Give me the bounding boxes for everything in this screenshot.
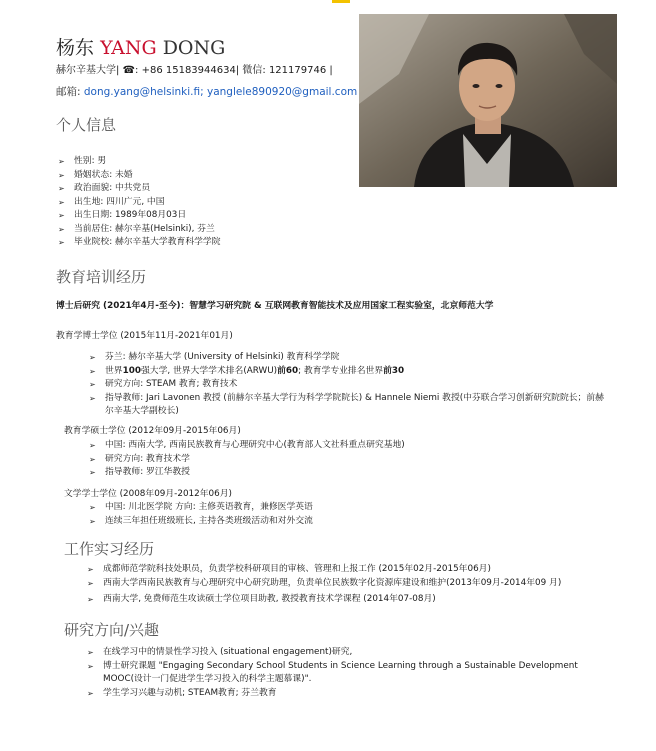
personal-info-item-text: 毕业院校: 赫尔辛基大学教育科学学院 <box>74 237 221 247</box>
university-label: 赫尔辛基大学| <box>56 65 123 76</box>
profile-photo <box>359 14 617 187</box>
research-interest-item <box>87 646 618 660</box>
phd-detail-item <box>89 351 605 365</box>
person-name <box>56 33 225 60</box>
arrow-bullet-icon: ➢ <box>58 197 65 207</box>
personal-info-item-text: 婚姻状态: 未婚 <box>74 169 133 180</box>
work-experience-item-text: 西南大学西南民族教育与心理研究中心研究助理，负责单位民族数字化资源库建设和维护(2013年09月-2014年09 月) <box>103 577 562 588</box>
phd-detail-item-text <box>105 366 404 376</box>
ranking-text-part: 100 <box>122 365 141 376</box>
arrow-bullet-icon: ➢ <box>87 565 94 574</box>
arrow-bullet-icon: ➢ <box>58 170 65 180</box>
phd-detail-item <box>89 392 605 419</box>
personal-info-item <box>58 223 221 237</box>
ma-details-list <box>89 439 405 480</box>
research-interest-list <box>87 646 618 700</box>
arrow-bullet-icon: ➢ <box>58 211 65 220</box>
arrow-bullet-icon: ➢ <box>58 184 65 193</box>
phone-wechat-text: : +86 15183944634| 微信: 121179746 | <box>135 65 333 76</box>
phd-detail-item <box>89 378 605 392</box>
email-label: 邮箱: <box>56 86 84 98</box>
section-title-personal: 个人信息 <box>56 116 117 134</box>
arrow-bullet-icon: ➢ <box>89 393 96 403</box>
arrow-bullet-icon: ➢ <box>89 516 96 526</box>
personal-info-item-text: 政治面貌: 中共党员 <box>74 183 151 193</box>
phd-heading: 教育学博士学位 (2015年11月-2021年01月) <box>56 331 233 341</box>
arrow-bullet-icon: ➢ <box>89 468 96 477</box>
name-english-given: DONG <box>162 37 226 59</box>
personal-info-item-text: 出生地: 四川广元, 中国 <box>74 196 165 207</box>
personal-info-item <box>58 182 221 196</box>
ranking-text-part: 前60 <box>277 365 299 376</box>
research-interest-item <box>87 660 618 687</box>
email-link[interactable]: dong.yang@helsinki.fi; yanglele890920@gmail.com <box>83 86 358 98</box>
personal-info-item-text: 当前居住: 赫尔辛基(Helsinki), 芬兰 <box>74 223 215 234</box>
arrow-bullet-icon: ➢ <box>89 366 96 376</box>
top-color-marker <box>332 0 350 3</box>
phone-icon: ☎ <box>122 65 136 76</box>
arrow-bullet-icon: ➢ <box>87 661 94 671</box>
ranking-text-part: 强大学, 世界大学学术排名(ARWU) <box>140 365 278 376</box>
work-experience-item-text: 西南大学, 免费师范生攻读硕士学位项目助教, 教授教育技术学课程 (2014年07-08月) <box>103 594 436 604</box>
ma-detail-item-text: 研究方向: 教育技术学 <box>105 453 190 464</box>
postdoc-institution: )：智慧学习研究院 & 互联网教育智能技术及应用国家工程实验室，北京师范大学 <box>176 301 494 311</box>
arrow-bullet-icon: ➢ <box>58 157 65 166</box>
personal-info-item <box>58 236 221 250</box>
research-interest-item-text: 博士研究课题 "Engaging Secondary School Students in Science Learning through a Sustainable Development MOOC(设计一门促进学生学习投入的科学主题慕课)". <box>103 660 578 684</box>
postdoc-dates: 2021年4月-至今 <box>107 301 177 311</box>
ma-detail-item <box>89 466 405 480</box>
research-interest-item-text: 学生学习兴趣与动机; STEAM教育; 芬兰教育 <box>103 687 277 698</box>
section-title-education: 教育培训经历 <box>56 268 147 286</box>
arrow-bullet-icon: ➢ <box>58 224 65 234</box>
work-experience-list <box>87 563 562 607</box>
ba-detail-item <box>89 501 313 515</box>
ba-detail-item-text: 中国: 川北医学院 方向: 主修英语教育，兼修医学英语 <box>105 502 313 512</box>
personal-info-item <box>58 155 221 169</box>
arrow-bullet-icon: ➢ <box>87 595 94 604</box>
research-interest-item <box>87 687 618 701</box>
phd-detail-item-text: 研究方向: STEAM 教育; 教育技术 <box>105 379 238 389</box>
ma-heading: 教育学硕士学位 (2012年09月-2015年06月) <box>64 426 241 436</box>
postdoc-line <box>56 298 493 311</box>
arrow-bullet-icon: ➢ <box>89 353 96 362</box>
ba-details-list <box>89 501 313 528</box>
ma-detail-item-text: 指导教师: 罗江华教授 <box>105 467 190 477</box>
arrow-bullet-icon: ➢ <box>58 238 65 247</box>
phd-detail-item-text: 芬兰: 赫尔辛基大学 (University of Helsinki) 教育科学学院 <box>105 352 340 362</box>
personal-info-item-text: 出生日期: 1989年08月03日 <box>74 210 187 220</box>
section-title-work: 工作实习经历 <box>64 540 155 558</box>
phd-detail-item <box>89 365 605 379</box>
arrow-bullet-icon: ➢ <box>87 578 94 588</box>
ma-detail-item-text: 中国: 西南大学, 西南民族教育与心理研究中心(教育部人文社科重点研究基地) <box>105 440 405 450</box>
phd-details-list <box>89 351 605 419</box>
ba-detail-item-text: 连续三年担任班级班长, 主持各类班级活动和对外交流 <box>105 515 313 526</box>
ranking-text-part: 前30 <box>383 365 405 376</box>
postdoc-prefix: 博士后研究 ( <box>56 301 108 311</box>
work-experience-item <box>87 593 561 607</box>
research-interest-item-text: 在线学习中的情景性学习投入 (situational engagement)研究, <box>103 647 353 657</box>
work-experience-item-text: 成都师范学院科技处职员，负责学校科研项目的审核、管理和上报工作 (2015年02月-2015年06月) <box>103 564 491 574</box>
arrow-bullet-icon: ➢ <box>89 454 96 464</box>
arrow-bullet-icon: ➢ <box>89 441 96 450</box>
work-experience-item <box>87 577 562 591</box>
personal-info-item-text: 性别: 男 <box>74 156 107 166</box>
ma-detail-item <box>89 439 405 453</box>
email-line <box>56 84 357 99</box>
name-chinese: 杨东 <box>56 37 95 59</box>
section-title-research: 研究方向/兴趣 <box>64 621 160 639</box>
personal-info-item <box>58 169 221 183</box>
work-experience-item <box>87 563 561 577</box>
personal-info-list <box>58 155 221 250</box>
contact-line <box>56 61 333 76</box>
arrow-bullet-icon: ➢ <box>89 503 96 512</box>
arrow-bullet-icon: ➢ <box>87 688 94 698</box>
personal-info-item <box>58 209 221 223</box>
ranking-text-part: ; 教育学专业排名世界 <box>298 365 384 376</box>
arrow-bullet-icon: ➢ <box>87 648 94 657</box>
ba-heading: 文学学士学位 (2008年09月-2012年06月) <box>64 489 232 499</box>
phd-detail-item-text: 指导教师: Jari Lavonen 教授 (前赫尔辛基大学行为科学学院院长) & Hannele Niemi 教授(中芬联合学习创新研究院院长；前赫尔辛基大学副校长) <box>105 392 604 416</box>
personal-info-item <box>58 196 221 210</box>
ranking-text-part: 世界 <box>105 365 123 376</box>
ma-detail-item <box>89 453 405 467</box>
arrow-bullet-icon: ➢ <box>89 380 96 389</box>
ba-detail-item <box>89 515 313 529</box>
name-english-family: YANG <box>100 37 157 59</box>
